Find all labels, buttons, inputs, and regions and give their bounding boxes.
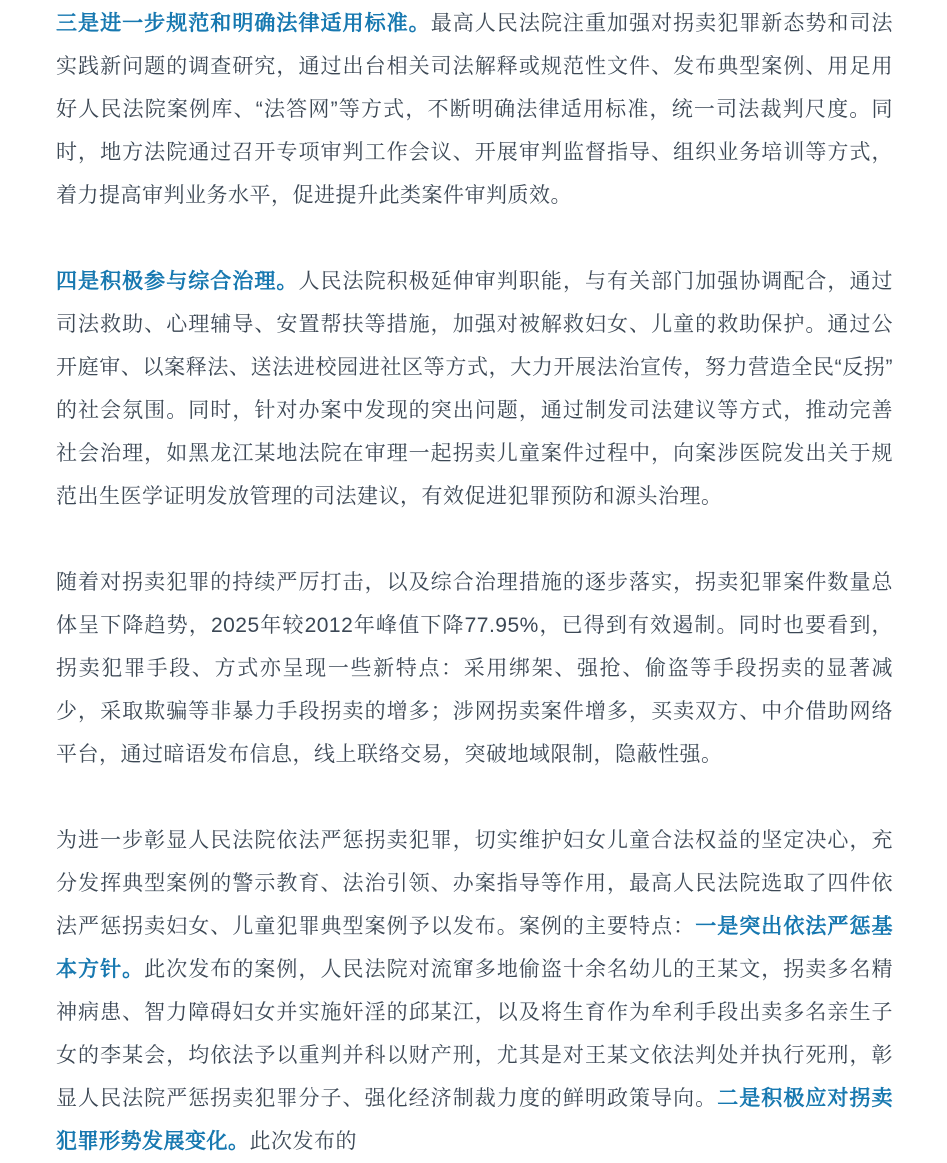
- text-segment: 此次发布的: [249, 1130, 357, 1153]
- lead-in-feature-one: 一是突出依法严惩基本方针。: [56, 915, 894, 981]
- paragraph-measure-three: [56, 2, 893, 217]
- paragraph-measure-four: [56, 260, 893, 518]
- text-segment: 随着对拐卖犯罪的持续严厉打击，以及综合治理措施的逐步落实，拐卖犯罪案件数量总体呈下降趋势，2025年较2012年峰值下降77.95%，已得到有效遏制。同时也要看到，拐卖犯罪手段、方式亦呈现一些新特点：采用绑架、强抢、偷盗等手段拐卖的显著减少，采取欺骗等非暴力手段拐卖的增多；涉网拐卖案件增多，买卖双方、中介借助网络平台，通过暗语发布信息，线上联络交易，突破地域限制，隐蔽性强。: [56, 571, 893, 766]
- text-segment: 人民法院积极延伸审判职能，与有关部门加强协调配合，通过司法救助、心理辅导、安置帮扶等措施，加强对被解救妇女、儿童的救助保护。通过公开庭审、以案释法、送法进校园进社区等方式，大力开展法治宣传，努力营造全民“反拐”的社会氛围。同时，针对办案中发现的突出问题，通过制发司法建议等方式，推动完善社会治理，如黑龙江某地法院在审理一起拐卖儿童案件过程中，向案涉医院发出关于规范出生医学证明发放管理的司法建议，有效促进犯罪预防和源头治理。: [56, 270, 894, 508]
- lead-in-measure-four: 四是积极参与综合治理。: [56, 270, 299, 293]
- paragraph-typical-cases: [56, 819, 893, 1163]
- text-segment: 为进一步彰显人民法院依法严惩拐卖犯罪，切实维护妇女儿童合法权益的坚定决心，充分发挥典型案例的警示教育、法治引领、办案指导等作用，最高人民法院选取了四件依法严惩拐卖妇女、儿童犯罪典型案例予以发布。案例的主要特点：: [56, 829, 893, 938]
- paragraph-crime-trend: [56, 561, 893, 776]
- lead-in-measure-three: 三是进一步规范和明确法律适用标准。: [56, 12, 431, 35]
- text-segment: 最高人民法院注重加强对拐卖犯罪新态势和司法实践新问题的调查研究，通过出台相关司法解释或规范性文件、发布典型案例、用足用好人民法院案例库、“法答网”等方式，不断明确法律适用标准，统一司法裁判尺度。同时，地方法院通过召开专项审判工作会议、开展审判监督指导、组织业务培训等方式，着力提高审判业务水平，促进提升此类案件审判质效。: [56, 12, 893, 207]
- lead-in-feature-two: 二是积极应对拐卖犯罪形势发展变化。: [56, 1087, 894, 1153]
- text-segment: 此次发布的案例，人民法院对流窜多地偷盗十余名幼儿的王某文，拐卖多名精神病患、智力障碍妇女并实施奸淫的邱某江，以及将生育作为牟利手段出卖多名亲生子女的李某会，均依法予以重判并科以财产刑，尤其是对王某文依法判处并执行死刑，彰显人民法院严惩拐卖犯罪分子、强化经济制裁力度的鲜明政策导向。: [56, 958, 894, 1110]
